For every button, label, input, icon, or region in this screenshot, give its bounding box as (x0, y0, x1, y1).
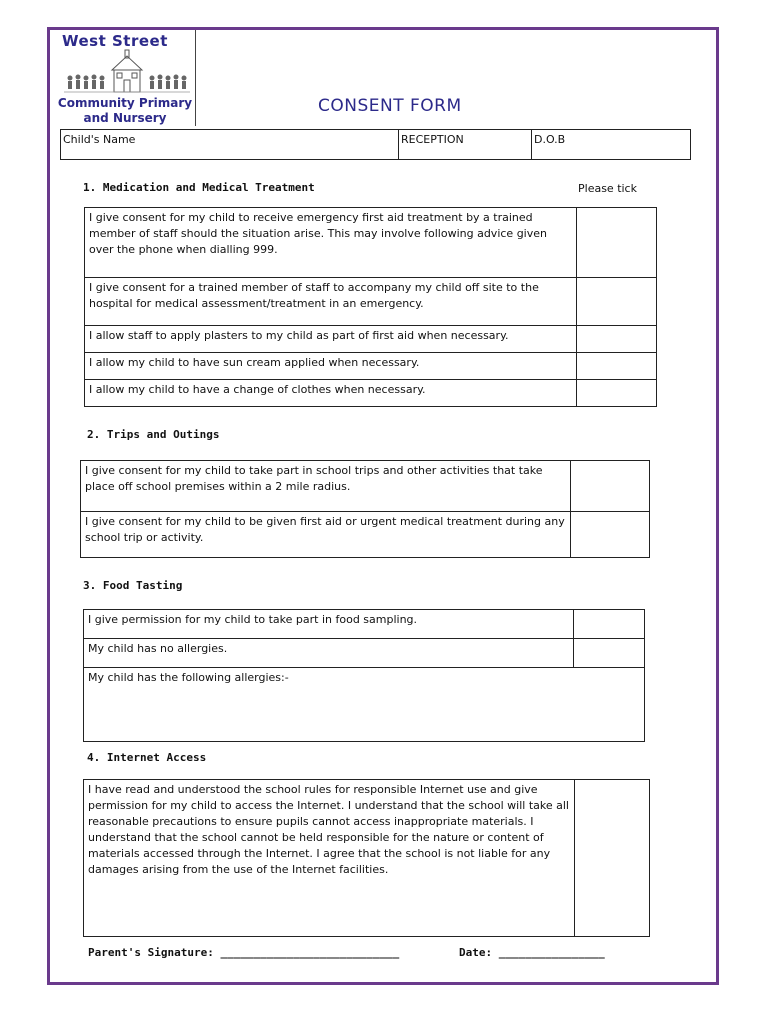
page-title: CONSENT FORM (318, 96, 462, 116)
tick-box[interactable] (574, 639, 645, 668)
school-building-icon (64, 48, 190, 96)
tick-box[interactable] (577, 278, 657, 326)
consent-text: I have read and understood the school rules for responsible Internet use and give permission for my child to access the Internet. I understand that the school will take all reasonable precautions to ensure pupils cannot access inappropriate materials. I understand that the school cannot be held responsible for the nature or content of materials accessed through the Internet. I agree that the school is not liable for any damages arising from the use of the Internet facilities. (84, 780, 575, 937)
tick-box[interactable] (577, 353, 657, 380)
consent-text: My child has no allergies. (84, 639, 574, 668)
consent-text: I allow my child to have sun cream applied when necessary. (85, 353, 577, 380)
consent-text: I give consent for my child to take part in school trips and other activities that take place off school premises within a 2 mile radius. (81, 461, 571, 512)
tick-box[interactable] (574, 610, 645, 639)
section-heading-food: 3. Food Tasting (83, 579, 183, 592)
section-heading-internet: 4. Internet Access (87, 751, 207, 764)
please-tick-label: Please tick (578, 182, 637, 195)
class-field: RECEPTION (399, 130, 532, 159)
logo-school-name: West Street (62, 32, 168, 50)
child-details-bar (60, 129, 691, 160)
tick-box[interactable] (577, 208, 657, 278)
parent-signature-field[interactable]: Parent's Signature: ___________________________ (88, 946, 400, 959)
food-table (83, 609, 645, 742)
school-logo (54, 30, 196, 126)
medication-table (84, 207, 657, 407)
consent-text: I allow my child to have a change of clothes when necessary. (85, 380, 577, 407)
childs-name-field[interactable]: Child's Name (61, 130, 399, 159)
logo-line2: and Nursery (83, 111, 167, 125)
section-heading-medication: 1. Medication and Medical Treatment (83, 181, 315, 194)
logo-line1: Community Primary (57, 96, 193, 110)
date-field[interactable]: Date: ________________ (459, 946, 605, 959)
allergies-field[interactable]: My child has the following allergies:- (84, 668, 645, 742)
tick-box[interactable] (571, 512, 650, 558)
consent-text: I allow staff to apply plasters to my child as part of first aid when necessary. (85, 326, 577, 353)
tick-box[interactable] (577, 380, 657, 407)
trips-table (80, 460, 650, 558)
section-heading-trips: 2. Trips and Outings (87, 428, 220, 441)
consent-text: I give permission for my child to take part in food sampling. (84, 610, 574, 639)
tick-box[interactable] (575, 780, 650, 937)
dob-field[interactable]: D.O.B (534, 133, 566, 146)
consent-text: I give consent for a trained member of staff to accompany my child off site to the hospital for medical assessment/treatment in an emergency. (85, 278, 577, 326)
tick-box[interactable] (571, 461, 650, 512)
consent-text: I give consent for my child to be given first aid or urgent medical treatment during any school trip or activity. (81, 512, 571, 558)
internet-table (83, 779, 650, 937)
tick-box[interactable] (577, 326, 657, 353)
consent-text: I give consent for my child to receive emergency first aid treatment by a trained member of staff should the situation arise. This may involve following advice given over the phone when dialling 999. (85, 208, 577, 278)
